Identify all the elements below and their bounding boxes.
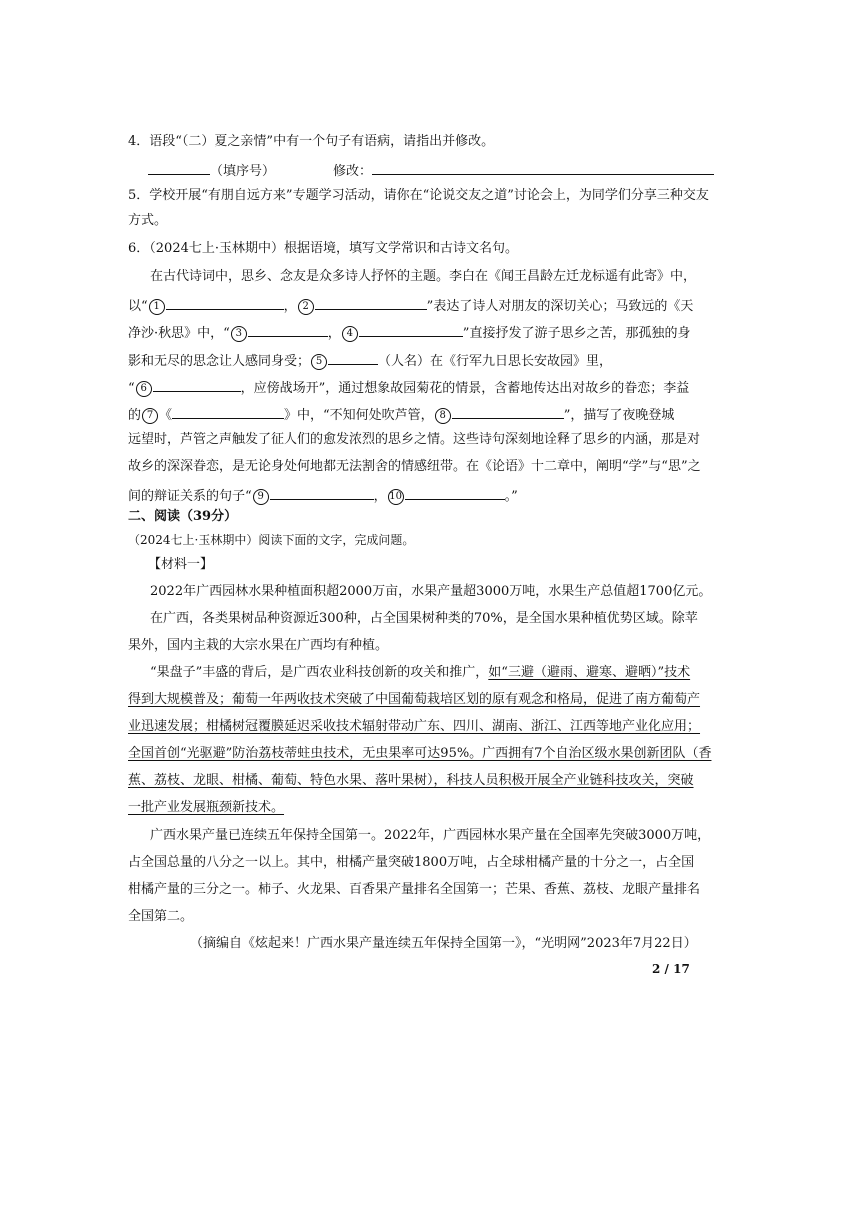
section-intro: （2024七上·玉林期中）阅读下面的文字，完成问题。 <box>128 533 415 547</box>
circle-number-1: 1 <box>149 299 165 315</box>
material-para-3-line-2: 得到大规模普及；葡萄一年两收技术突破了中国葡萄栽培区划的原有观念和格局，促进了南方葡萄产 <box>128 692 701 707</box>
circle-number-9: 9 <box>253 489 269 505</box>
material-para-4-line-2: 占全国总量的八分之一以上。其中，柑橘产量突破1800万吨，占全球柑橘产量的十分之一，占全国 <box>128 855 695 870</box>
source-citation: （摘编自《炫起来！广西水果产量连续五年保持全国第一》，“光明网”2023年7月22日） <box>190 936 697 951</box>
blank-1[interactable] <box>166 295 284 310</box>
material-para-2-line-1: 在广西，各类果树品种资源近300种，占全国果树种类的70%，是全国水果种植优势区域。除苹 <box>150 611 698 626</box>
question-6-para-line-1: 在古代诗词中，思乡、念友是众多诗人抒怀的主题。李白在《闻王昌龄左迁龙标遥有此寄》中， <box>150 269 697 284</box>
material-para-3-line-3: 业迅速发展；柑橘树冠覆膜延迟采收技术辐射带动广东、四川、湖南、浙江、江西等地产业化应用； <box>128 719 701 734</box>
blank-7[interactable] <box>172 404 284 419</box>
question-6-para-line-3: 净沙·秋思》中，“ 3 ， 4 ”直接抒发了游子思乡之苦，那孤独的身 <box>128 322 690 343</box>
material-para-1: 2022年广西园林水果种植面积超2000万亩，水果产量超3000万吨，水果生产总值超1700亿元。 <box>150 584 712 599</box>
circle-number-4: 4 <box>342 326 358 342</box>
modify-blank[interactable] <box>372 160 714 175</box>
page-number: 2 / 17 <box>652 962 690 976</box>
section-title: 二、阅读（39分） <box>128 509 238 524</box>
material-para-4-line-3: 柑橘产量的三分之一。柿子、火龙果、百香果产量排名全国第一；芒果、香蕉、荔枝、龙眼产量排名 <box>128 882 701 897</box>
question-6-para-line-9: 间的辩证关系的句子“ 9 ， 10 。” <box>128 485 518 506</box>
blank-6[interactable] <box>153 377 241 392</box>
material-para-2-line-2: 果外，国内主栽的大宗水果在广西均有种植。 <box>128 638 389 653</box>
modify-label: 修改： <box>333 164 373 179</box>
question-5-line-2: 方式。 <box>128 213 168 228</box>
question-6-para-line-7: 远望时，芦管之声触发了征人们的愈发浓烈的思乡之情。这些诗句深刻地诠释了思乡的内涵，那是对 <box>128 432 701 447</box>
underlined-text: 如“三避（避雨、避寒、避晒）”技术 <box>488 665 691 680</box>
question-4: 4．语段“（二）夏之亲情”中有一个句子有语病，请指出并修改。 <box>128 134 495 149</box>
question-6-title: 6．（2024七上·玉林期中）根据语境，填写文学常识和古诗文名句。 <box>128 241 518 256</box>
blank-9[interactable] <box>270 485 374 500</box>
material-para-3-line-4: 全国首创“光驱避”防治荔枝蒂蛀虫技术，无虫果率可达95%。广西拥有7个自治区级水果创新团队（香 <box>128 746 712 761</box>
blank-3[interactable] <box>248 322 328 337</box>
material-heading: 【材料一】 <box>148 557 214 572</box>
blank-4[interactable] <box>359 322 463 337</box>
blank-5[interactable] <box>328 350 378 365</box>
material-para-4-line-1: 广西水果产量已连续五年保持全国第一。2022年，广西园林水果产量在全国率先突破3000万吨， <box>150 828 711 843</box>
circle-number-3: 3 <box>231 326 247 342</box>
question-6-para-line-2: 以“ 1 ， 2 ”表达了诗人对朋友的深切关心；马致远的《天 <box>128 295 693 316</box>
circle-number-7: 7 <box>142 408 158 424</box>
blank-2[interactable] <box>315 295 427 310</box>
question-5-line-1: 5．学校开展“有朋自远方来”专题学习活动，请你在“论说交友之道”讨论会上，为同学们分享三种交友 <box>128 188 709 203</box>
blank-10[interactable] <box>405 485 505 500</box>
question-6-para-line-8: 故乡的深深眷恋，是无论身处何地都无法割舍的情感纽带。在《论语》十二章中，阐明“学”与“思”之 <box>128 459 701 474</box>
material-para-3-line-5: 蕉、荔枝、龙眼、柑橘、葡萄、特色水果、落叶果树），科技人员积极开展全产业链科技攻关，突破 <box>128 773 694 788</box>
question-6-para-line-6: 的 7 《 》中，“不知何处吹芦管， 8 ”，描写了夜晚登城 <box>128 404 674 425</box>
blank-8[interactable] <box>452 404 564 419</box>
question-6-para-line-4: 影和无尽的思念让人感同身受； 5 （人名）在《行军九日思长安故园》里， <box>128 350 612 371</box>
material-para-4-line-4: 全国第二。 <box>128 909 194 924</box>
circle-number-6: 6 <box>136 381 152 397</box>
answer-blank[interactable] <box>148 160 210 175</box>
circle-number-2: 2 <box>298 299 314 315</box>
circle-number-5: 5 <box>311 354 327 370</box>
circle-number-8: 8 <box>435 408 451 424</box>
material-para-3-line-1: “果盘子”丰盛的背后，是广西农业科技创新的攻关和推广，如“三避（避雨、避寒、避晒）”技术 <box>150 665 691 680</box>
question-6-para-line-5: “ 6 ，应傍战场开”，通过想象故园菊花的情景，含蓄地传达出对故乡的眷恋；李益 <box>128 377 689 398</box>
circle-number-10: 10 <box>388 489 404 505</box>
question-4-answer-line <box>148 160 714 181</box>
material-para-3-line-6: 一批产业发展瓶颈新技术。 <box>128 800 285 815</box>
fill-label: （填序号） <box>210 164 276 179</box>
